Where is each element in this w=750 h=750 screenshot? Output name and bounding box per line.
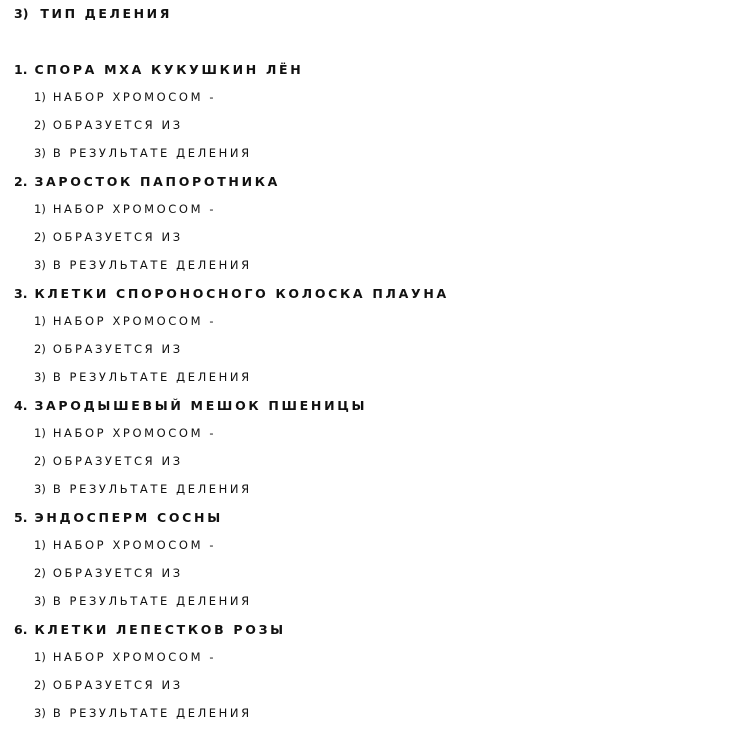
sub-item-division-result (14, 482, 734, 497)
header-number: 3) (14, 6, 29, 21)
sub-item-number: 3) (34, 594, 46, 608)
item-title-text: ЗАРОДЫШЕВЫЙ МЕШОК ПШЕНИЦЫ (34, 398, 368, 413)
list-item (14, 174, 734, 273)
item-title (14, 398, 734, 413)
sub-item-number: 2) (34, 118, 46, 132)
sub-item-number: 2) (34, 342, 46, 356)
sub-item-chromosome-set (14, 426, 734, 441)
sub-item-text: ОБРАЗУЕТСЯ ИЗ (52, 454, 183, 468)
sub-item-chromosome-set (14, 650, 734, 665)
sub-item-text: НАБОР ХРОМОСОМ - (52, 426, 217, 440)
sub-item-formed-from (14, 454, 734, 469)
item-title-text: СПОРА МХА КУКУШКИН ЛЁН (34, 62, 304, 77)
sub-item-division-result (14, 370, 734, 385)
sub-item-number: 3) (34, 370, 46, 384)
sub-item-number: 1) (34, 90, 46, 104)
sub-item-number: 1) (34, 426, 46, 440)
sub-item-division-result (14, 594, 734, 609)
sub-item-text: В РЕЗУЛЬТАТЕ ДЕЛЕНИЯ (52, 146, 252, 160)
item-number: 2. (14, 174, 28, 189)
sub-item-formed-from (14, 118, 734, 133)
sub-item-text: ОБРАЗУЕТСЯ ИЗ (52, 566, 183, 580)
sub-item-number: 3) (34, 258, 46, 272)
item-title-text: ЭНДОСПЕРМ СОСНЫ (34, 510, 223, 525)
list-item (14, 286, 734, 385)
sub-item-text: ОБРАЗУЕТСЯ ИЗ (52, 230, 183, 244)
header-line (14, 6, 172, 21)
sub-item-formed-from (14, 678, 734, 693)
item-number: 4. (14, 398, 28, 413)
sub-item-text: НАБОР ХРОМОСОМ - (52, 90, 217, 104)
sub-item-text: В РЕЗУЛЬТАТЕ ДЕЛЕНИЯ (52, 706, 252, 720)
sub-item-formed-from (14, 566, 734, 581)
sub-item-number: 2) (34, 678, 46, 692)
item-number: 1. (14, 62, 28, 77)
list-item (14, 62, 734, 161)
item-title-text: КЛЕТКИ ЛЕПЕСТКОВ РОЗЫ (34, 622, 286, 637)
sub-item-chromosome-set (14, 90, 734, 105)
item-title (14, 510, 734, 525)
sub-item-number: 3) (34, 146, 46, 160)
list-item (14, 398, 734, 497)
sub-item-text: В РЕЗУЛЬТАТЕ ДЕЛЕНИЯ (52, 482, 252, 496)
sub-item-text: НАБОР ХРОМОСОМ - (52, 314, 217, 328)
sub-item-number: 1) (34, 314, 46, 328)
sub-item-number: 2) (34, 454, 46, 468)
sub-item-number: 3) (34, 482, 46, 496)
sub-item-number: 1) (34, 202, 46, 216)
sub-item-number: 3) (34, 706, 46, 720)
item-number: 6. (14, 622, 28, 637)
sub-item-division-result (14, 146, 734, 161)
sub-item-text: ОБРАЗУЕТСЯ ИЗ (52, 678, 183, 692)
sub-item-number: 2) (34, 230, 46, 244)
sub-item-formed-from (14, 230, 734, 245)
sub-item-formed-from (14, 342, 734, 357)
sub-item-number: 1) (34, 650, 46, 664)
item-title (14, 286, 734, 301)
sub-item-number: 1) (34, 538, 46, 552)
item-title (14, 62, 734, 77)
item-list (14, 62, 734, 721)
sub-item-text: В РЕЗУЛЬТАТЕ ДЕЛЕНИЯ (52, 258, 252, 272)
item-title-text: КЛЕТКИ СПОРОНОСНОГО КОЛОСКА ПЛАУНА (34, 286, 449, 301)
list-item (14, 622, 734, 721)
item-number: 5. (14, 510, 28, 525)
item-title (14, 174, 734, 189)
sub-item-chromosome-set (14, 202, 734, 217)
sub-item-text: НАБОР ХРОМОСОМ - (52, 650, 217, 664)
item-title (14, 622, 734, 637)
item-title-text: ЗАРОСТОК ПАПОРОТНИКА (34, 174, 281, 189)
sub-item-division-result (14, 258, 734, 273)
sub-item-text: НАБОР ХРОМОСОМ - (52, 202, 217, 216)
sub-item-number: 2) (34, 566, 46, 580)
header-text: ТИП ДЕЛЕНИЯ (40, 6, 172, 21)
sub-item-text: В РЕЗУЛЬТАТЕ ДЕЛЕНИЯ (52, 370, 252, 384)
sub-item-text: ОБРАЗУЕТСЯ ИЗ (52, 342, 183, 356)
sub-item-division-result (14, 706, 734, 721)
sub-item-text: НАБОР ХРОМОСОМ - (52, 538, 217, 552)
item-number: 3. (14, 286, 28, 301)
sub-item-chromosome-set (14, 538, 734, 553)
sub-item-text: ОБРАЗУЕТСЯ ИЗ (52, 118, 183, 132)
sub-item-chromosome-set (14, 314, 734, 329)
sub-item-text: В РЕЗУЛЬТАТЕ ДЕЛЕНИЯ (52, 594, 252, 608)
list-item (14, 510, 734, 609)
